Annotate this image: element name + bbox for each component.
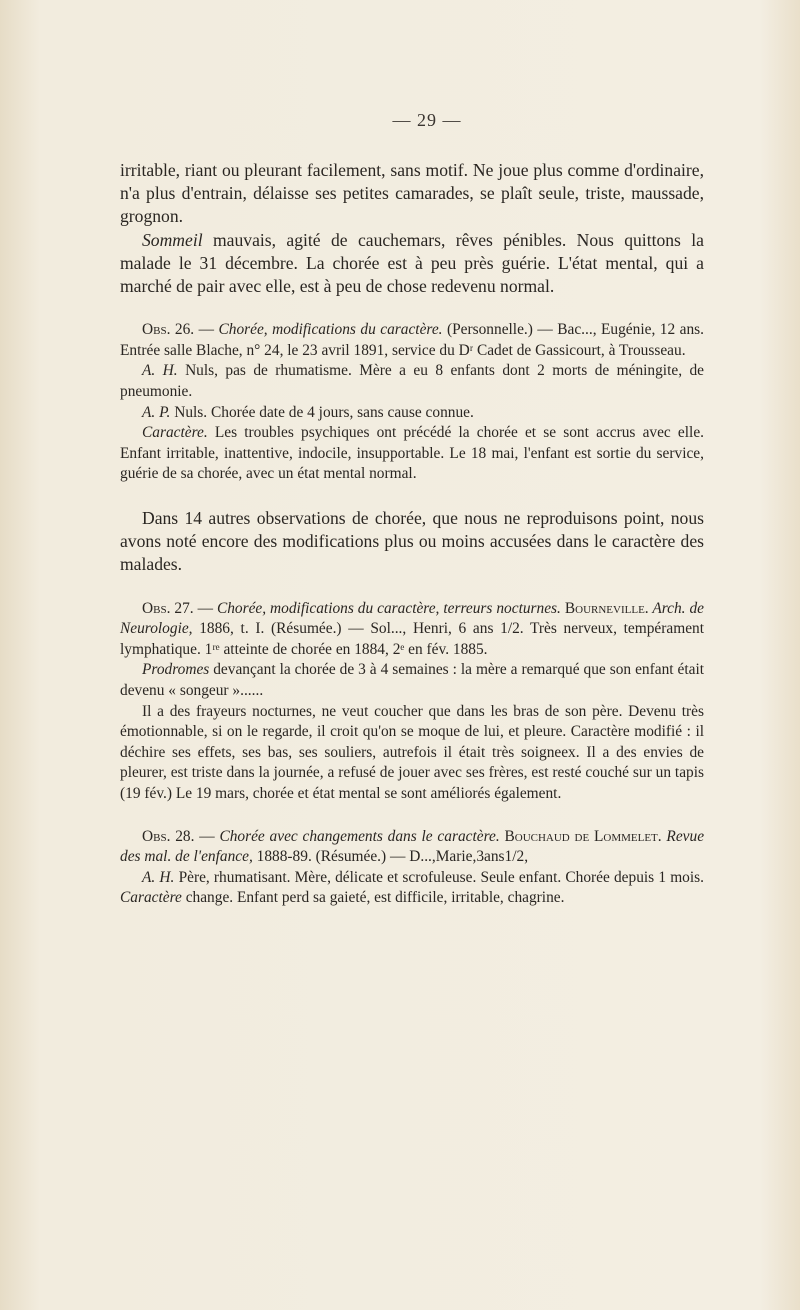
obs-28-ah-text-1: Père, rhumatisant. Mère, délicate et scrofuleuse. Seule enfant. Chorée depuis 1 mois.	[174, 868, 704, 886]
obs-28-title: Chorée avec changements dans le caractère.	[219, 827, 500, 845]
obs-26-ap	[120, 403, 704, 424]
obs-27-title: Chorée, modifications du caractère, terreurs nocturnes.	[216, 599, 561, 617]
paragraph-sommeil	[120, 229, 704, 299]
obs-28-caractere-label: Caractère	[120, 889, 182, 907]
obs-26-caractere-label: Caractère.	[142, 424, 208, 442]
obs-28-ah-label: A. H.	[142, 868, 175, 886]
paragraph-autres-observations: Dans 14 autres observations de chorée, que nous ne reproduisons point, nous avons noté encore des modifications plus ou moins accusées dans le caractère des malades.	[120, 507, 704, 575]
obs-26-caractere-text: Les troubles psychiques ont précédé la chorée et se sont accrus avec elle. Enfant irritable, inattentive, indocile, insupportable. Le 18 mai, l'enfant est sortie du service, guérie de sa chorée, avec un état mental normal.	[120, 424, 704, 483]
obs-26-ap-label: A. P.	[142, 403, 171, 421]
obs-26-caractere	[120, 423, 704, 485]
obs-27-lead: Obs. 27. —	[142, 599, 217, 617]
obs-28-ah-text-2: change. Enfant perd sa gaieté, est difficile, irritable, chagrine.	[181, 889, 565, 907]
obs-27-journal: Arch. de Neurologie,	[120, 599, 705, 638]
obs-28-lead: Obs. 28. —	[142, 827, 220, 845]
obs-26-ah-label: A. H.	[142, 362, 178, 380]
obs-26-lead: Obs. 26. —	[142, 321, 219, 339]
obs-27-prodromes-text: devançant la chorée de 3 à 4 semaines : la mère a remarqué que son enfant était devenu « songeur »......	[120, 661, 704, 699]
obs-26-rest: (Personnelle.) — Bac..., Eugénie, 12 ans. Entrée salle Blache, n° 24, le 23 avril 1891, service du Dʳ Cadet de Gassicourt, à Trousseau.	[120, 321, 704, 359]
obs-26-ah-text: Nuls, pas de rhumatisme. Mère a eu 8 enfants dont 2 morts de méningite, de pneumonie.	[120, 362, 704, 400]
obs-28-journal: Revue des mal. de l'enfance,	[120, 827, 705, 866]
obs-26-ap-text: Nuls. Chorée date de 4 jours, sans cause connue.	[170, 403, 474, 421]
obs-26-heading	[120, 320, 704, 361]
obs-27-heading	[120, 599, 704, 661]
obs-27-rest: 1886, t. I. (Résumée.) — Sol..., Henri, 6 ans 1/2. Très nerveux, tempérament lymphatique. 1ʳᵉ atteinte de chorée en 1884, 2ᵉ en fév. 1885.	[120, 620, 704, 658]
obs-27-prodromes	[120, 660, 704, 701]
obs-28-rest: 1888-89. (Résumée.) — D...,Marie,3ans1/2,	[252, 848, 529, 866]
page-number: — 29 —	[392, 110, 462, 130]
sommeil-text: mauvais, agité de cauchemars, rêves pénibles. Nous quittons la malade le 31 décembre. La chorée est à peu près guérie. L'état mental, qui a marché de pair avec elle, est à peu de chose redevenu normal.	[120, 229, 704, 297]
obs-26-ah	[120, 361, 704, 402]
obs-28-ah	[120, 868, 704, 909]
obs-26-title: Chorée, modifications du caractère.	[218, 321, 443, 339]
obs-28-author: Bouchaud de Lommelet.	[499, 827, 662, 845]
paragraph-continuation: irritable, riant ou pleurant facilement, sans motif. Ne joue plus comme d'ordinaire, n'a plus d'entrain, délaisse ses petites camarades, se plaît seule, triste, maussade, grognon.	[120, 160, 704, 227]
obs-27-author: Bourneville.	[560, 599, 649, 617]
sommeil-label: Sommeil	[142, 229, 203, 250]
obs-27-frayeurs: Il a des frayeurs nocturnes, ne veut coucher que dans les bras de son père. Devenu très émotionnable, si on le regarde, il croit qu'on se moque de lui, et pleure. Caractère modifié : il déchire ses effets, ses bas, ses souliers, autrefois il était très soigneex. Il a des envies de pleurer, est triste dans la journée, a refusé de jouer avec ses frères, est resté couché sur un tapis (19 fév.) Le 19 mars, chorée et état mental se sont améliorés également.	[120, 702, 704, 802]
obs-27-prodromes-label: Prodromes	[142, 661, 210, 679]
obs-28-heading	[120, 827, 704, 868]
